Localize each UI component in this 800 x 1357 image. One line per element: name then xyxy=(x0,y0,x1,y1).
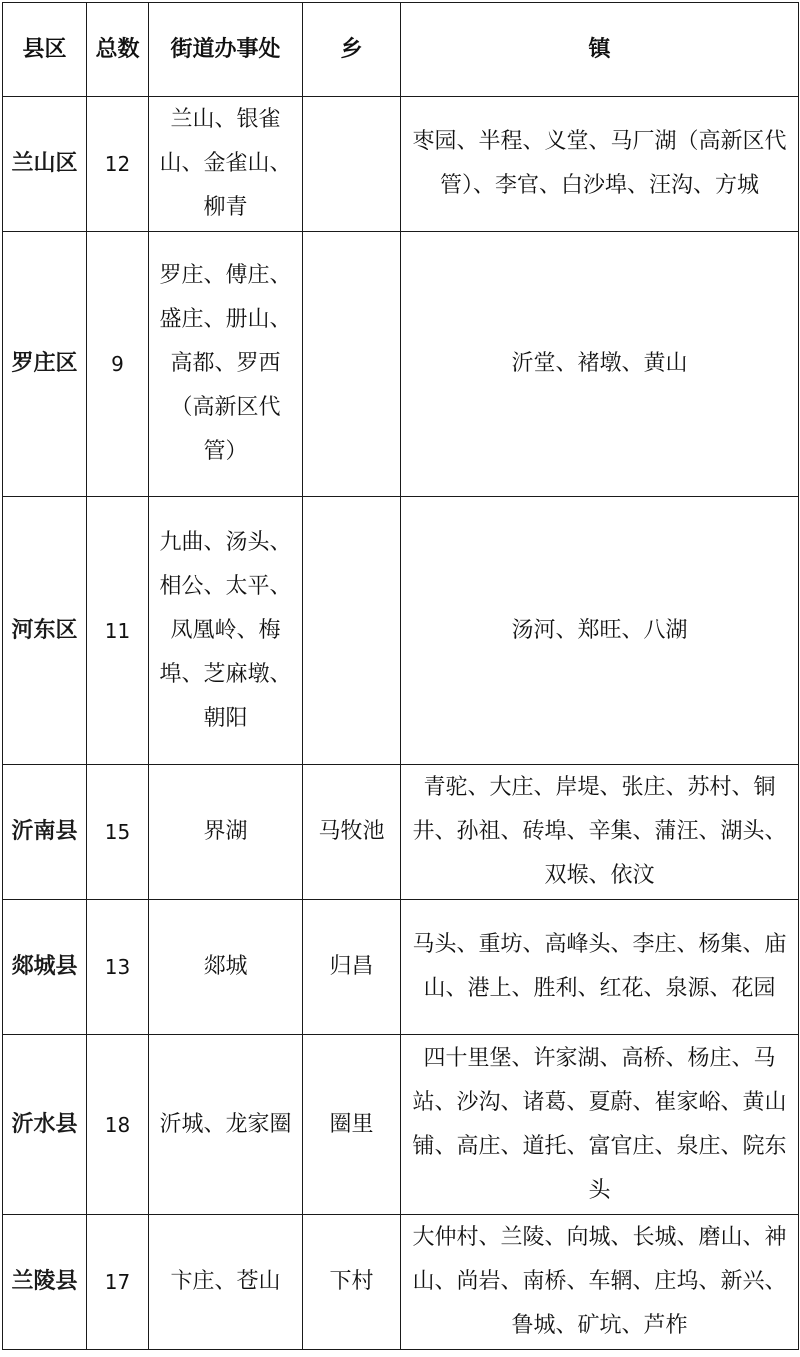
towns-cell: 枣园、半程、义堂、马厂湖（高新区代管）、李官、白沙埠、汪沟、方城 xyxy=(401,97,799,232)
county-cell: 郯城县 xyxy=(3,900,87,1035)
header-towns: 镇 xyxy=(401,3,799,97)
header-streets: 街道办事处 xyxy=(149,3,303,97)
header-townships: 乡 xyxy=(303,3,401,97)
table-row xyxy=(3,232,799,497)
table-row xyxy=(3,97,799,232)
townships-cell xyxy=(303,97,401,232)
table-row xyxy=(3,497,799,765)
townships-cell: 归昌 xyxy=(303,900,401,1035)
streets-cell: 沂城、龙家圈 xyxy=(149,1035,303,1215)
towns-cell: 汤河、郑旺、八湖 xyxy=(401,497,799,765)
towns-cell: 马头、重坊、高峰头、李庄、杨集、庙山、港上、胜利、红花、泉源、花园 xyxy=(401,900,799,1035)
county-cell: 河东区 xyxy=(3,497,87,765)
header-county: 县区 xyxy=(3,3,87,97)
townships-cell xyxy=(303,232,401,497)
table-row xyxy=(3,1035,799,1215)
county-cell: 沂南县 xyxy=(3,765,87,900)
total-cell: 17 xyxy=(87,1215,149,1350)
townships-cell: 圈里 xyxy=(303,1035,401,1215)
district-table xyxy=(2,2,799,1350)
towns-cell: 四十里堡、许家湖、高桥、杨庄、马站、沙沟、诸葛、夏蔚、崔家峪、黄山铺、高庄、道托、富官庄、泉庄、院东头 xyxy=(401,1035,799,1215)
streets-cell: 卞庄、苍山 xyxy=(149,1215,303,1350)
streets-cell: 罗庄、傅庄、盛庄、册山、高都、罗西（高新区代管） xyxy=(149,232,303,497)
total-cell: 9 xyxy=(87,232,149,497)
county-cell: 沂水县 xyxy=(3,1035,87,1215)
streets-cell: 郯城 xyxy=(149,900,303,1035)
towns-cell: 沂堂、褚墩、黄山 xyxy=(401,232,799,497)
county-cell: 兰陵县 xyxy=(3,1215,87,1350)
table-row xyxy=(3,765,799,900)
table-row xyxy=(3,1215,799,1350)
streets-cell: 界湖 xyxy=(149,765,303,900)
header-total: 总数 xyxy=(87,3,149,97)
streets-cell: 兰山、银雀山、金雀山、柳青 xyxy=(149,97,303,232)
total-cell: 11 xyxy=(87,497,149,765)
total-cell: 18 xyxy=(87,1035,149,1215)
county-cell: 兰山区 xyxy=(3,97,87,232)
towns-cell: 大仲村、兰陵、向城、长城、磨山、神山、尚岩、南桥、车辋、庄坞、新兴、鲁城、矿坑、芦柞 xyxy=(401,1215,799,1350)
total-cell: 15 xyxy=(87,765,149,900)
townships-cell: 马牧池 xyxy=(303,765,401,900)
towns-cell: 青驼、大庄、岸堤、张庄、苏村、铜井、孙祖、砖埠、辛集、蒲汪、湖头、双堠、依汶 xyxy=(401,765,799,900)
table-header-row xyxy=(3,3,799,97)
townships-cell xyxy=(303,497,401,765)
streets-cell: 九曲、汤头、相公、太平、凤凰岭、梅埠、芝麻墩、朝阳 xyxy=(149,497,303,765)
table-row xyxy=(3,900,799,1035)
total-cell: 12 xyxy=(87,97,149,232)
townships-cell: 下村 xyxy=(303,1215,401,1350)
county-cell: 罗庄区 xyxy=(3,232,87,497)
total-cell: 13 xyxy=(87,900,149,1035)
